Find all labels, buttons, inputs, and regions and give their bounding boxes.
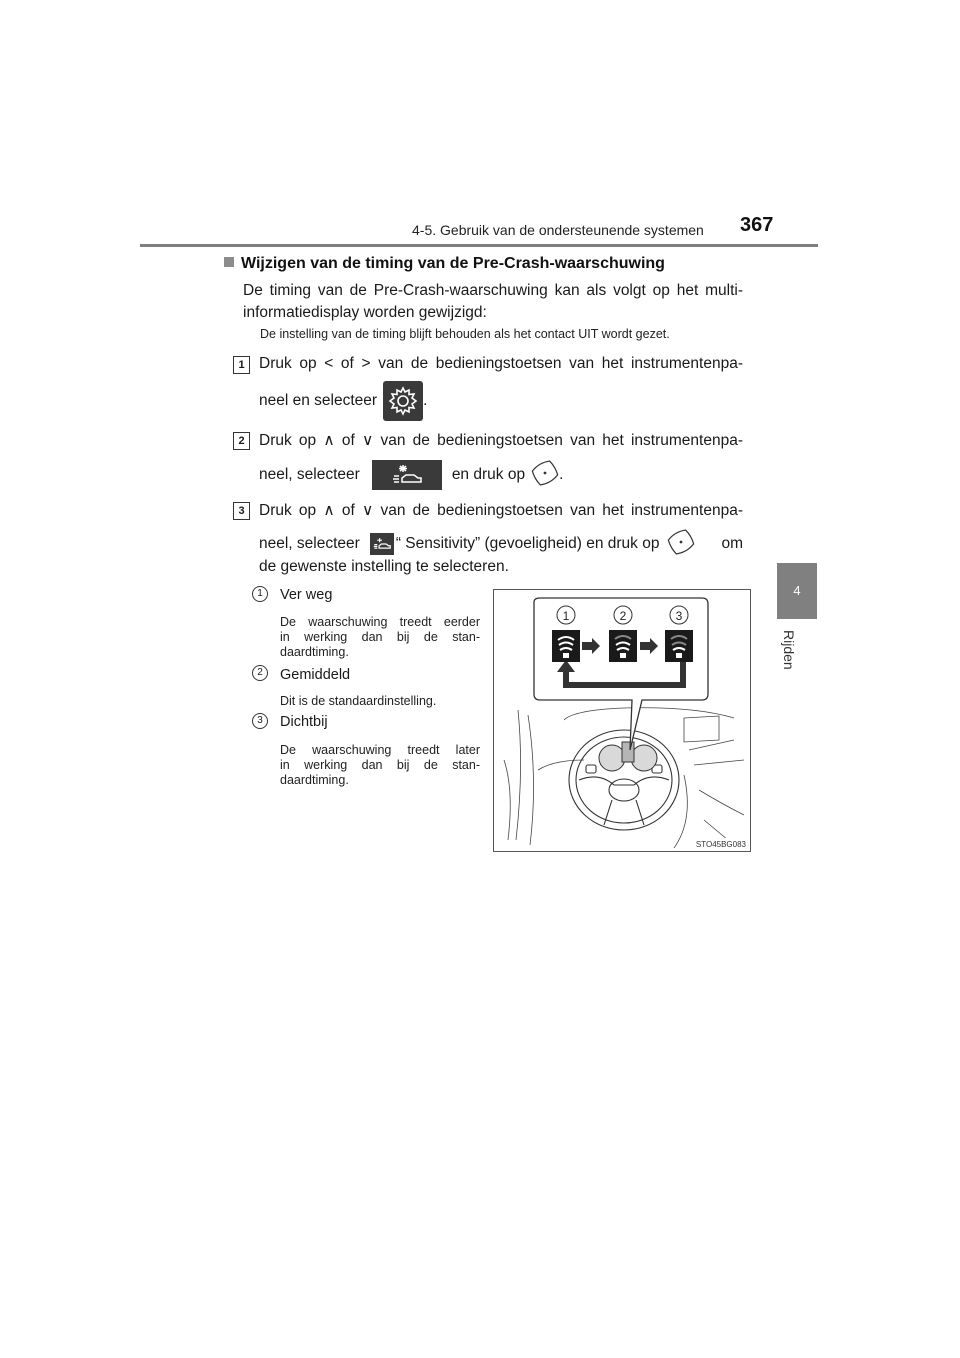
pre-crash-small-icon: [370, 533, 394, 555]
figure-label-2: 2: [619, 609, 627, 623]
figure-code: STO45BG083: [695, 840, 746, 849]
step-3-line-2: [259, 527, 743, 561]
header-rule: [140, 244, 818, 247]
option-desc-3-line-1: De waarschuwing treedt later: [280, 743, 480, 757]
step-3-text-b: “ Sensitivity” (gevoeligheid) en druk op: [395, 535, 660, 552]
page-number: 367: [740, 214, 774, 236]
step-2-text-a: neel, selecteer: [259, 466, 360, 483]
enter-button-icon: [531, 459, 559, 492]
option-desc-1-line-3: daardtiming.: [280, 645, 349, 659]
option-desc-3-line-3: daardtiming.: [280, 773, 349, 787]
option-number-3: 3: [252, 713, 268, 729]
chapter-tab: 4: [777, 563, 817, 619]
step-1-text-a: neel en selecteer: [259, 392, 378, 409]
step-badge-1: 1: [233, 356, 250, 374]
option-number-2: 2: [252, 665, 268, 681]
step-2-line-2: [259, 457, 563, 493]
figure-label-3: 3: [675, 609, 683, 623]
option-desc-2-line-1: Dit is de standaardinstelling.: [280, 694, 437, 708]
enter-button-icon: [667, 528, 695, 561]
step-1-line-1: Druk op < of > van de bedieningstoetsen van het instrumentenpa-: [259, 355, 743, 372]
step-2-text-c: .: [559, 466, 564, 483]
step-3-text-a: neel, selecteer: [259, 535, 360, 552]
step-1-line-2: [259, 380, 427, 422]
figure-label-1: 1: [562, 609, 570, 623]
step-3-line-3: de gewenste instelling te selecteren.: [259, 558, 509, 575]
step-badge-2: 2: [233, 432, 250, 450]
step-badge-3: 3: [233, 502, 250, 520]
dashboard-illustration: [494, 590, 750, 851]
option-title-1: Ver weg: [280, 587, 333, 603]
intro-paragraph: De timing van de Pre-Crash-waarschuwing kan als volgt op het multi-informatiedisplay worden gewijzigd:: [243, 282, 743, 321]
heading-text: Wijzigen van de timing van de Pre-Crash-waarschuwing: [241, 255, 665, 272]
option-number-1: 1: [252, 586, 268, 602]
step-2-text-b: en druk op: [451, 466, 526, 483]
gear-icon: [383, 381, 423, 421]
option-desc-1-line-1: De waarschuwing treedt eerder: [280, 615, 480, 629]
option-desc-1-line-2: in werking dan bij de stan-: [280, 630, 480, 644]
section-title: 4-5. Gebruik van de ondersteunende systemen: [412, 222, 704, 238]
option-desc-3-line-2: in werking dan bij de stan-: [280, 758, 480, 772]
section-heading: [224, 255, 665, 273]
step-3-line-1: Druk op ∧ of ∨ van de bedieningstoetsen van het instrumentenpa-: [259, 502, 743, 519]
step-2-line-1: Druk op ∧ of ∨ van de bedieningstoetsen van het instrumentenpa-: [259, 432, 743, 449]
pre-crash-icon: [372, 460, 442, 490]
note-text: De instelling van de timing blijft behouden als het contact UIT wordt gezet.: [260, 327, 670, 341]
option-title-3: Dichtbij: [280, 714, 328, 730]
option-title-2: Gemiddeld: [280, 667, 351, 683]
square-bullet-icon: [224, 257, 234, 267]
step-3-text-c: om: [721, 535, 743, 552]
illustration-figure: [493, 589, 751, 852]
chapter-label: Rijden: [781, 630, 797, 670]
step-1-text-b: .: [423, 392, 428, 409]
